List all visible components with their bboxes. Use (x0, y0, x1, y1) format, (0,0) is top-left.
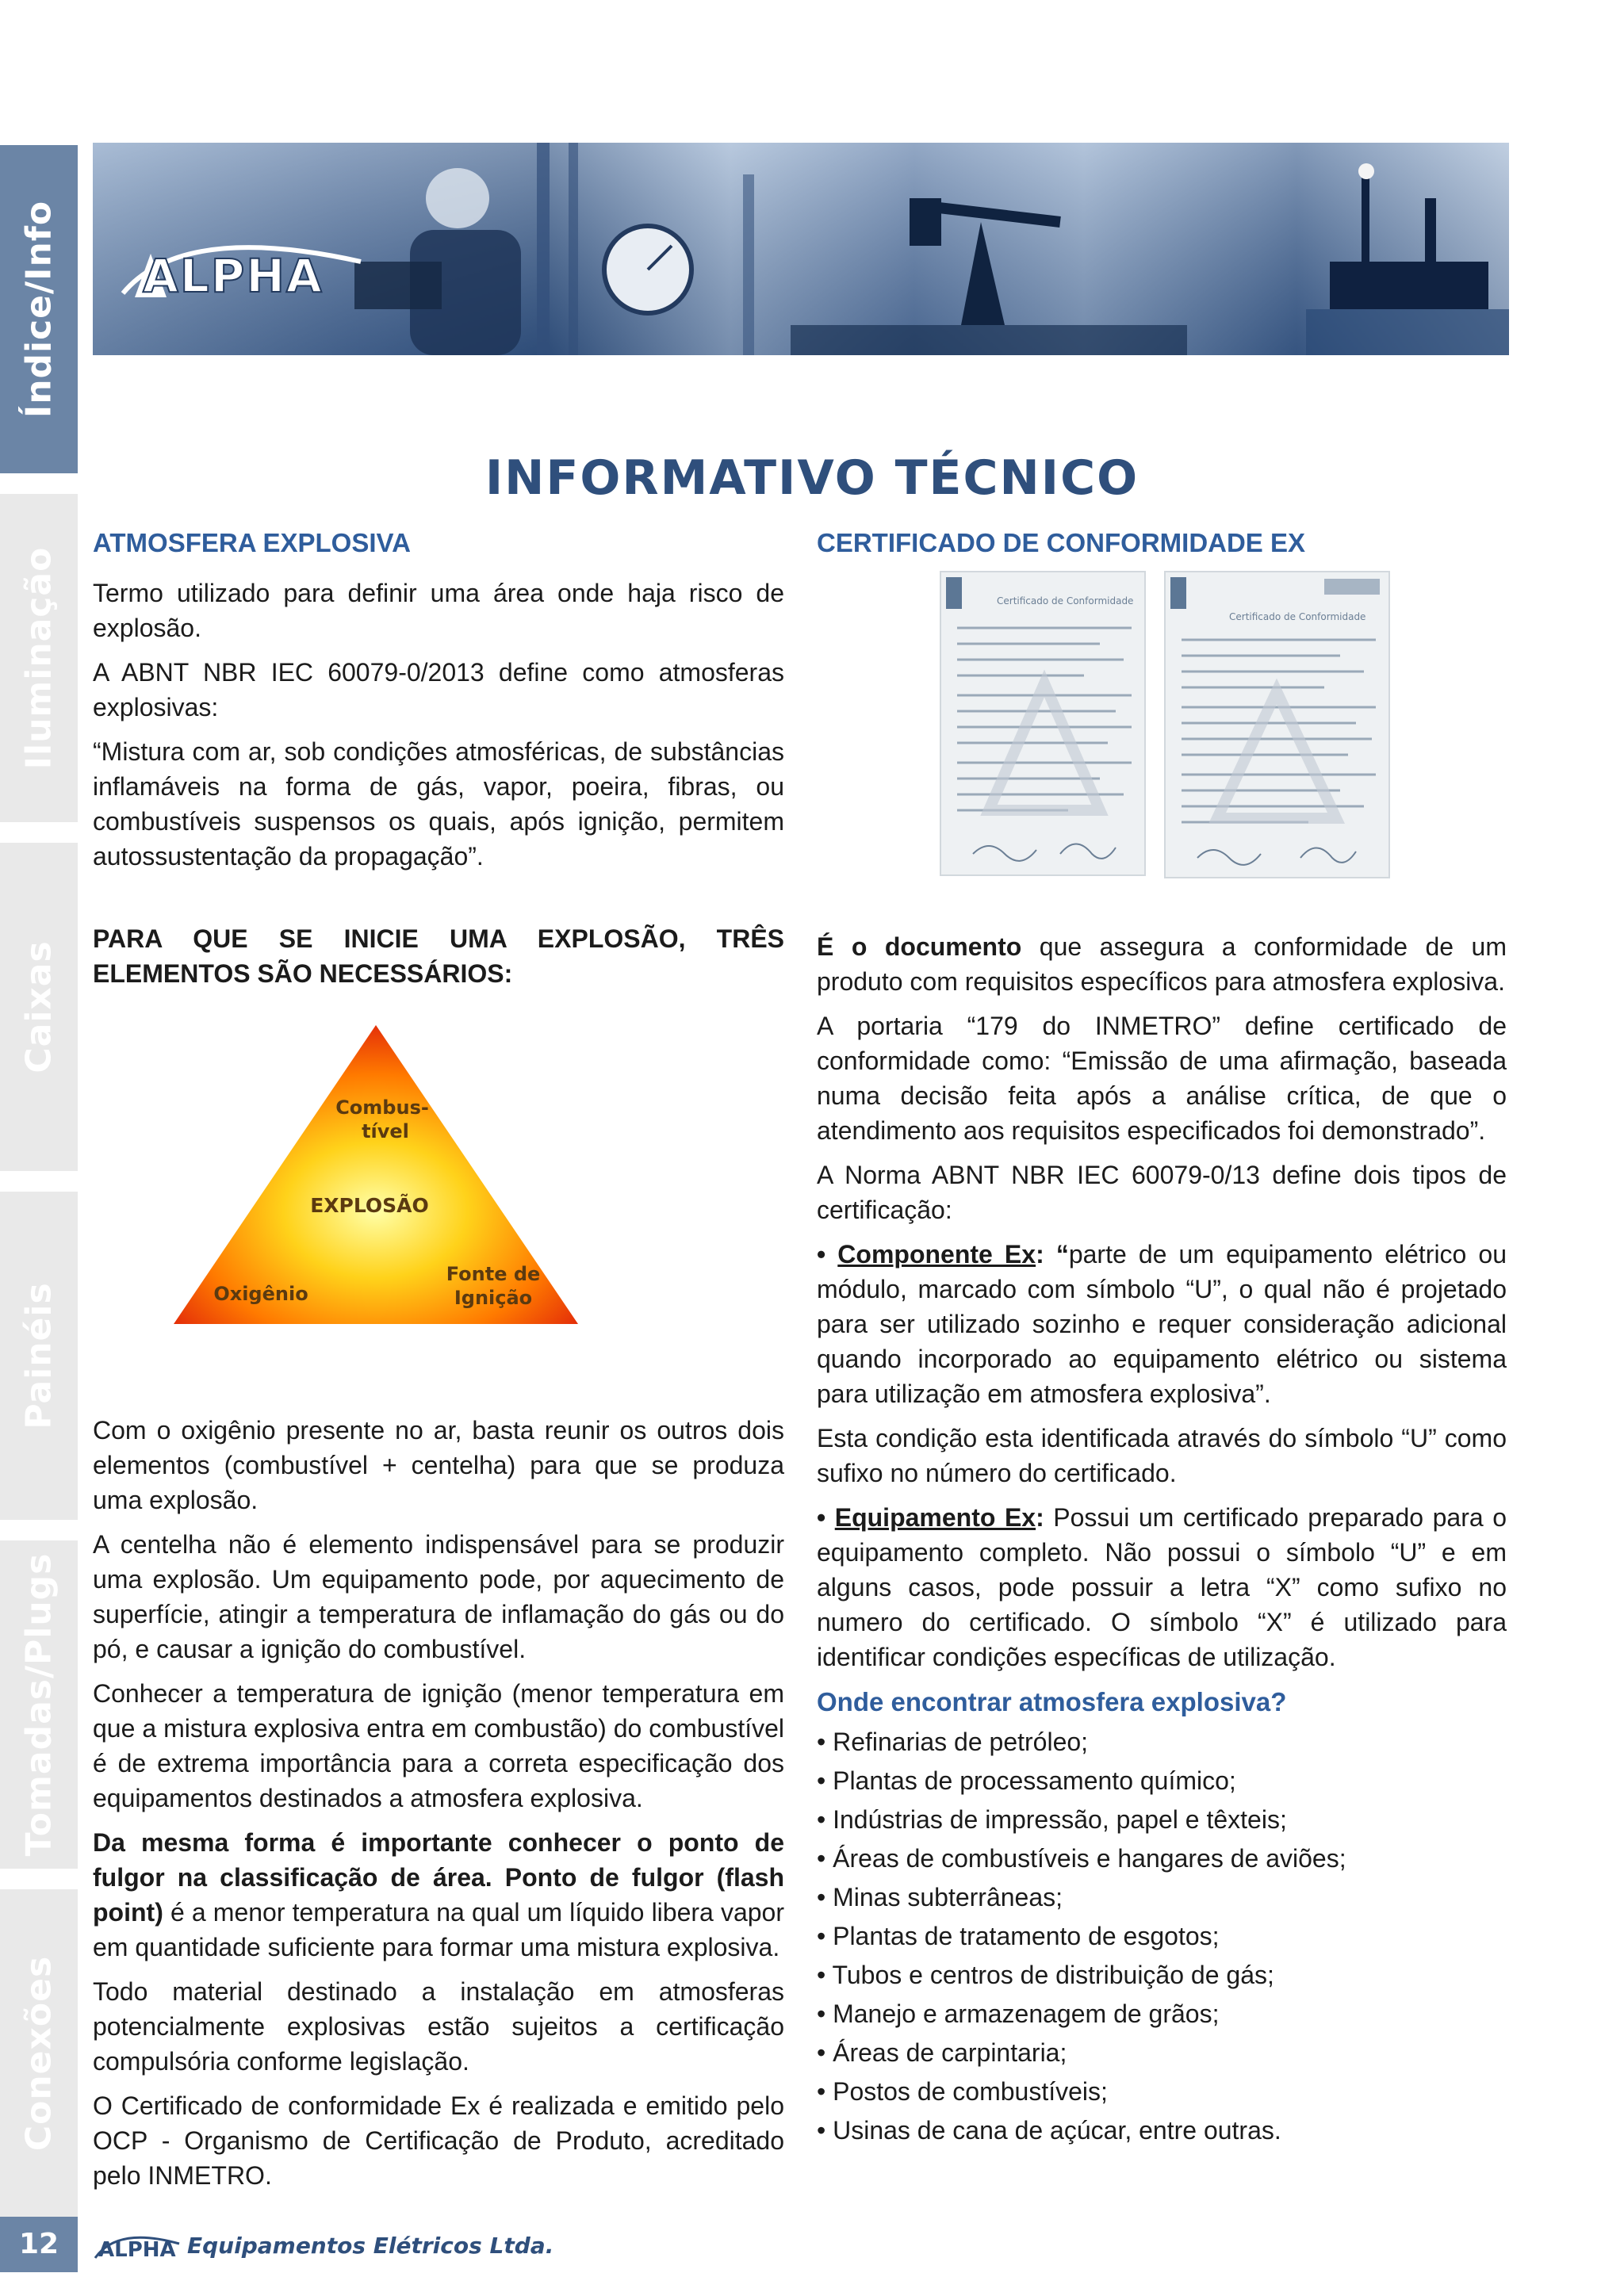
sidebar-tab-label: Conexões (18, 1955, 59, 2152)
svg-text:ALPHA: ALPHA (143, 249, 324, 301)
list-item: • Áreas de carpintaria; (817, 2038, 1067, 2067)
paragraph (817, 929, 1507, 999)
section-heading-certificado: CERTIFICADO DE CONFORMIDADE EX (817, 528, 1306, 557)
list-item: • Manejo e armazenagem de grãos; (817, 1999, 1220, 2028)
certificate-title: Certificado de Conformidade (1229, 611, 1366, 622)
list-item: • Plantas de processamento químico; (817, 1766, 1236, 1795)
list-item: • Usinas de cana de açúcar, entre outras. (817, 2116, 1281, 2145)
footer-logo-text: ALPHA (98, 2238, 176, 2261)
paragraph: “Mistura com ar, sob condições atmosféricas, de substâncias inflamáveis na forma de gás, vapor, poeira, fibras, ou combustíveis suspensos os quais, após ignição, permitem autossustentação da propagação”. (93, 737, 784, 871)
sidebar-tab-label: Iluminação (18, 546, 59, 770)
bullet-symbol: • (817, 1240, 838, 1269)
triangle-label-oxigenio: Oxigênio (213, 1283, 308, 1305)
paragraph: A centelha não é elemento indispensável para se produzir uma explosão. Um equipamento pode, por aquecimento de superfície, atingir a temperatura de inflamação do gás ou do pó, e causar a ignição do combustível. (93, 1530, 784, 1663)
certificate-title: Certificado de Conformidade (997, 595, 1134, 607)
sidebar-tab-label: Caixas (18, 940, 59, 1073)
sidebar-tab-label: Índice/Info (18, 200, 59, 419)
sidebar-tab-label: Tomadas/Plugs (18, 1552, 59, 1857)
sidebar-tab-paineis[interactable] (0, 1189, 78, 1522)
page-number: 12 (0, 2217, 78, 2272)
sidebar-tab-caixas[interactable] (0, 840, 78, 1173)
term-equipamento-ex: Equipamento Ex (834, 1503, 1036, 1532)
paragraph: Com o oxigênio presente no ar, basta reunir os outros dois elementos (combustível + centelha) para que se produza uma explosão. (93, 1416, 784, 1514)
bold-text: É o documento (817, 932, 1022, 961)
separator: : (1036, 1503, 1044, 1532)
bullet-equipamento-ex (817, 1500, 1507, 1674)
list-item: • Tubos e centros de distribuição de gás; (817, 1961, 1274, 1989)
sidebar-tab-conexoes[interactable] (0, 1887, 78, 2220)
footer-logo-icon (94, 2229, 181, 2261)
paragraph: Termo utilizado para definir uma área onde haja risco de explosão. (93, 579, 784, 642)
text: parte de um equipamento elétrico ou módulo, marcado com símbolo “U”, o qual não é projetado para ser utilizado sozinho e requer consideração adicional quando incorporado ao equipamento elétrico ou sistema para utilização em atmosfera explosiva”. (817, 1240, 1507, 1408)
bold-text: Da mesma forma é importante conhecer o ponto de fulgor na classificação de área. Ponto de fulgor (flash point) (93, 1828, 784, 1927)
sidebar-tab-iluminacao[interactable] (0, 492, 78, 825)
triangle-label-combustivel: Combus- (335, 1096, 429, 1119)
fire-triangle-graphic (170, 1019, 582, 1330)
triangle-label-combustivel-2: tível (362, 1120, 409, 1142)
locations-list (817, 1724, 1507, 2148)
separator: : “ (1036, 1240, 1069, 1269)
triangle-label-explosao: EXPLOSÃO (310, 1194, 429, 1217)
section-heading-atmosfera: ATMOSFERA EXPLOSIVA (93, 528, 411, 557)
sidebar-tab-indice[interactable] (0, 143, 78, 476)
text: que assegura a conformidade de um produto com requisitos específicos para atmosfera explosiva. (817, 932, 1507, 996)
bullet-symbol: • (817, 1503, 835, 1532)
fire-triangle-diagram (170, 1019, 582, 1330)
text: Possui um certificado preparado para o equipamento completo. Não possui o símbolo “U” e em alguns casos, pode possuir a letra “X” como sufixo no numero do certificado. O símbolo “X” é utilizado para identificar condições específicas de utilização. (817, 1503, 1507, 1671)
sidebar-tab-label: Painéis (18, 1282, 59, 1429)
paragraph-flash-point (93, 1825, 784, 1965)
paragraph: A portaria “179 do INMETRO” define certificado de conformidade como: “Emissão de uma afirmação, baseada numa decisão feita após a análise crítica, de que o atendimento aos requisitos especificados foi demonstrado”. (817, 1012, 1507, 1145)
page-title: INFORMATIVO TÉCNICO (485, 450, 1139, 506)
triangle-label-fonte: Fonte de (446, 1263, 541, 1285)
list-item: • Áreas de combustíveis e hangares de aviões; (817, 1844, 1346, 1873)
paragraph: A ABNT NBR IEC 60079-0/2013 define como atmosferas explosivas: (93, 658, 784, 721)
footer-company-name: Equipamentos Elétricos Ltda. (187, 2232, 554, 2259)
text: é a menor temperatura na qual um líquido libera vapor em quantidade suficiente para formar uma mistura explosiva. (93, 1898, 784, 1961)
list-item: • Indústrias de impressão, papel e têxteis; (817, 1805, 1287, 1834)
list-item: • Plantas de tratamento de esgotos; (817, 1922, 1220, 1950)
page-footer (0, 2217, 634, 2272)
paragraph: O Certificado de conformidade Ex é realizada e emitido pelo OCP - Organismo de Certificação de Produto, acreditado pelo INMETRO. (93, 2091, 784, 2190)
alpha-logo-icon (119, 230, 365, 301)
certificates-spacer (817, 561, 1507, 920)
sidebar-tab-tomadas[interactable] (0, 1538, 78, 1871)
subheading-elementos: PARA QUE SE INICIE UMA EXPLOSÃO, TRÊS ELEMENTOS SÃO NECESSÁRIOS: (93, 924, 784, 988)
footer-brand (94, 2228, 553, 2263)
list-item: • Postos de combustíveis; (817, 2077, 1108, 2106)
alpha-logo (119, 230, 365, 301)
bullet-componente-ex (817, 1237, 1507, 1411)
paragraph: Conhecer a temperatura de ignição (menor temperatura em que a mistura explosiva entra em combustão) do combustível é de extrema importância para a correta especificação dos equipamentos destinados a atmosfera explosiva. (93, 1679, 784, 1812)
left-column (93, 525, 784, 2193)
triangle-label-ignicao: Ignição (454, 1287, 533, 1309)
paragraph: A Norma ABNT NBR IEC 60079-0/13 define dois tipos de certificação: (817, 1161, 1507, 1224)
section-heading-onde: Onde encontrar atmosfera explosiva? (817, 1687, 1287, 1716)
list-item: • Refinarias de petróleo; (817, 1728, 1089, 1756)
right-column (817, 525, 1507, 2148)
term-componente-ex: Componente Ex (837, 1240, 1036, 1269)
paragraph: Todo material destinado a instalação em atmosferas potencialmente explosivas estão sujeitos a certificação compulsória conforme legislação. (93, 1977, 784, 2076)
list-item: • Minas subterrâneas; (817, 1883, 1063, 1911)
paragraph: Esta condição esta identificada através do símbolo “U” como sufixo no número do certificado. (817, 1424, 1507, 1487)
